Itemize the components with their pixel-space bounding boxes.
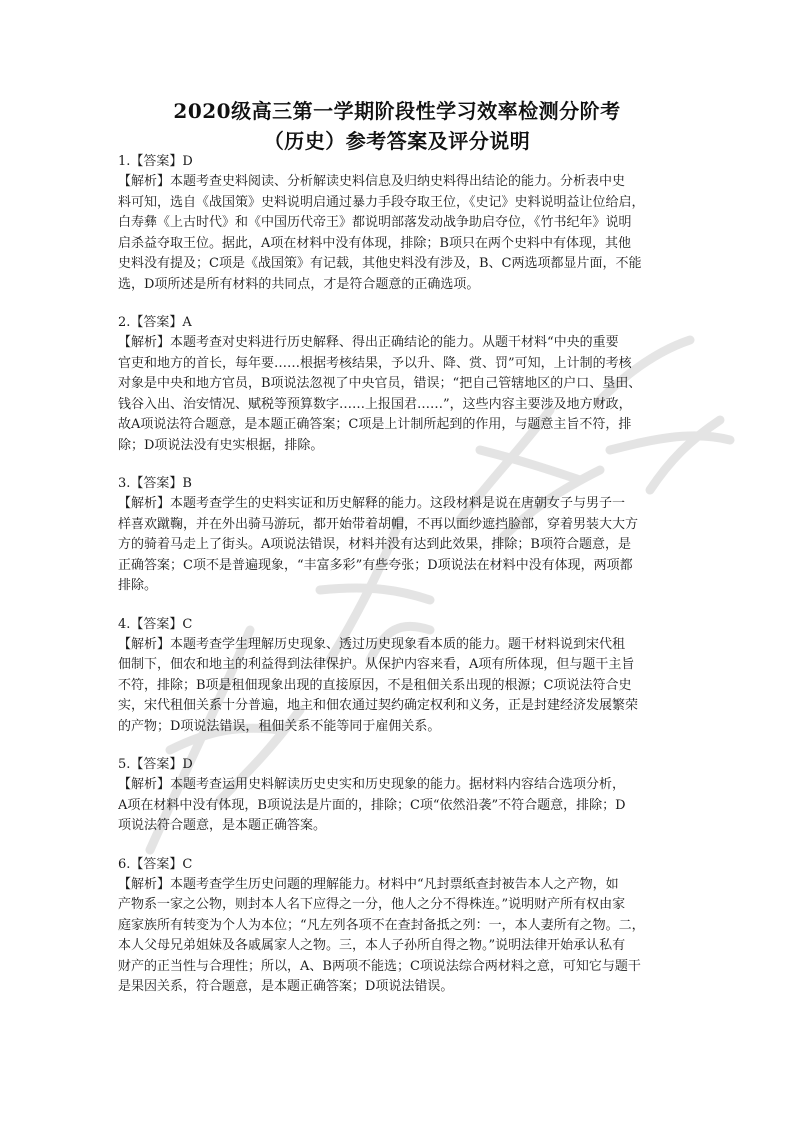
analysis-line: 【解析】本题考查学生的史料实证和历史解释的能力。这段材料是说在唐朝女子与男子一 [118, 496, 626, 511]
analysis-line: 史料没有提及；C项是《战国策》有记载，其他史料没有涉及，B、C两选项都显片面，不能 [118, 256, 642, 271]
question-2 [118, 313, 680, 456]
analysis-line: 产物系一家之公物，则封本人名下应得之一分，他人之分不得株连。”说明财产所有权由家 [118, 897, 626, 912]
analysis-line: 故A项说法符合题意，是本题正确答案；C项是上计制所起到的作用，与题意主旨不符，排 [118, 417, 632, 432]
analysis-line: 不符，排除；B项是租佃现象出现的直接原因，不是租佃关系出现的根源；C项说法符合史 [118, 677, 632, 693]
answer-line: 2.【答案】A [118, 315, 192, 330]
analysis-line: 方的骑着马走上了街头。A项说法错误，材料并没有达到此效果，排除；B项符合题意，是 [118, 537, 631, 552]
analysis-line: 【解析】本题考查对史料进行历史解释、得出正确结论的能力。从题干材料“中央的重要 [118, 335, 619, 350]
analysis-line: 【解析】本题考查学生历史问题的理解能力。材料中“凡封票纸查封被告本人之产物，如 [118, 876, 619, 892]
question-4 [118, 615, 680, 738]
answer-line: 6.【答案】C [118, 856, 193, 872]
analysis-line: 庭家族所有转变为个人为本位；“凡左列各项不在查封备抵之列：一，本人妻所有之物。二， [118, 917, 645, 933]
analysis-line: 白寿彝《上古时代》和《中国历代帝王》都说明部落发动战争助启夺位，《竹书纪年》说明 [118, 215, 632, 230]
analysis-line: 启杀益夺取王位。据此，A项在材料中没有体现，排除；B项只在两个史料中有体现，其他 [118, 235, 631, 251]
analysis-line: 除；D项说法没有史实根据，排除。 [118, 437, 324, 453]
analysis-line: 是果因关系，符合题意，是本题正确答案；D项说法错误。 [118, 979, 454, 994]
analysis-line: 的产物；D项说法错误，租佃关系不能等同于雇佣关系。 [118, 718, 441, 734]
question-3 [118, 474, 680, 597]
analysis-line: 钱谷入出、治安情况、赋税等预算数字……上报国君……”，这些内容主要涉及地方财政， [118, 396, 632, 412]
answer-line: 5.【答案】D [118, 757, 193, 772]
analysis-line: 正确答案；C项不是普遍现象，“丰富多彩”有些夸张；D项说法在材料中没有体现，两项都 [118, 557, 633, 573]
title-line-1: 2020级高三第一学期阶段性学习效率检测分阶考 [173, 99, 621, 123]
analysis-paragraph [118, 875, 680, 998]
analysis-line: 排除。 [118, 578, 158, 593]
analysis-line: 本人父母兄弟姐妹及各戚属家人之物。三，本人子孙所自得之物。”说明法律开始承认私有 [118, 938, 626, 953]
analysis-line: 官吏和地方的首长，每年要……根据考核结果，予以升、降、赏、罚”可知，上计制的考核 [118, 355, 632, 371]
analysis-line: 选，D项所述是所有材料的共同点，才是符合题意的正确选项。 [118, 276, 480, 292]
title-line-2: （历史）参考答案及评分说明 [263, 129, 531, 153]
answer-line: 1.【答案】D [118, 154, 193, 169]
question-6 [118, 855, 680, 998]
analysis-line: 【解析】本题考查学生理解历史现象、透过历史现象看本质的能力。题干材料说到宋代租 [118, 636, 626, 652]
answer-list [118, 152, 680, 1016]
analysis-paragraph [118, 635, 680, 738]
answer-line: 4.【答案】C [118, 616, 193, 632]
analysis-line: 项说法符合题意，是本题正确答案。 [118, 818, 327, 833]
analysis-paragraph [118, 775, 680, 837]
analysis-paragraph [118, 172, 680, 295]
analysis-line: 佃制下，佃农和地主的利益得到法律保护。从保护内容来看，A项有所体现，但与题干主旨 [118, 657, 635, 672]
analysis-line: 样喜欢蹴鞠，并在外出骑马游玩，都开始带着胡帽，不再以面纱遮挡脸部，穿着男装大大方 [118, 516, 639, 532]
analysis-paragraph [118, 494, 680, 597]
document-title [0, 96, 794, 156]
analysis-line: 【解析】本题考查运用史料解读历史史实和历史现象的能力。据材料内容结合选项分析， [118, 777, 626, 792]
analysis-paragraph [118, 333, 680, 456]
question-1 [118, 152, 680, 295]
answer-line: 3.【答案】B [118, 476, 192, 491]
analysis-line: 对象是中央和地方官员，B项说法忽视了中央官员，错误；“把自己管辖地区的户口、垦田、 [118, 376, 642, 391]
analysis-line: 财产的正当性与合理性；所以，A、B两项不能选；C项说法综合两材料之意，可知它与题干 [118, 958, 641, 974]
analysis-line: 实，宋代租佃关系十分普遍，地主和佃农通过契约确定权利和义务，正是封建经济发展繁荣 [118, 698, 639, 713]
analysis-line: A项在材料中没有体现，B项说法是片面的，排除；C项“依然沿袭”不符合题意，排除；D [118, 797, 626, 813]
analysis-line: 【解析】本题考查史料阅读、分析解读史料信息及归纳史料得出结论的能力。分析表中史 [118, 174, 626, 189]
question-5 [118, 755, 680, 837]
analysis-line: 料可知，选自《战国策》史料说明启通过暴力手段夺取王位，《史记》史料说明益让位给启， [118, 194, 645, 210]
